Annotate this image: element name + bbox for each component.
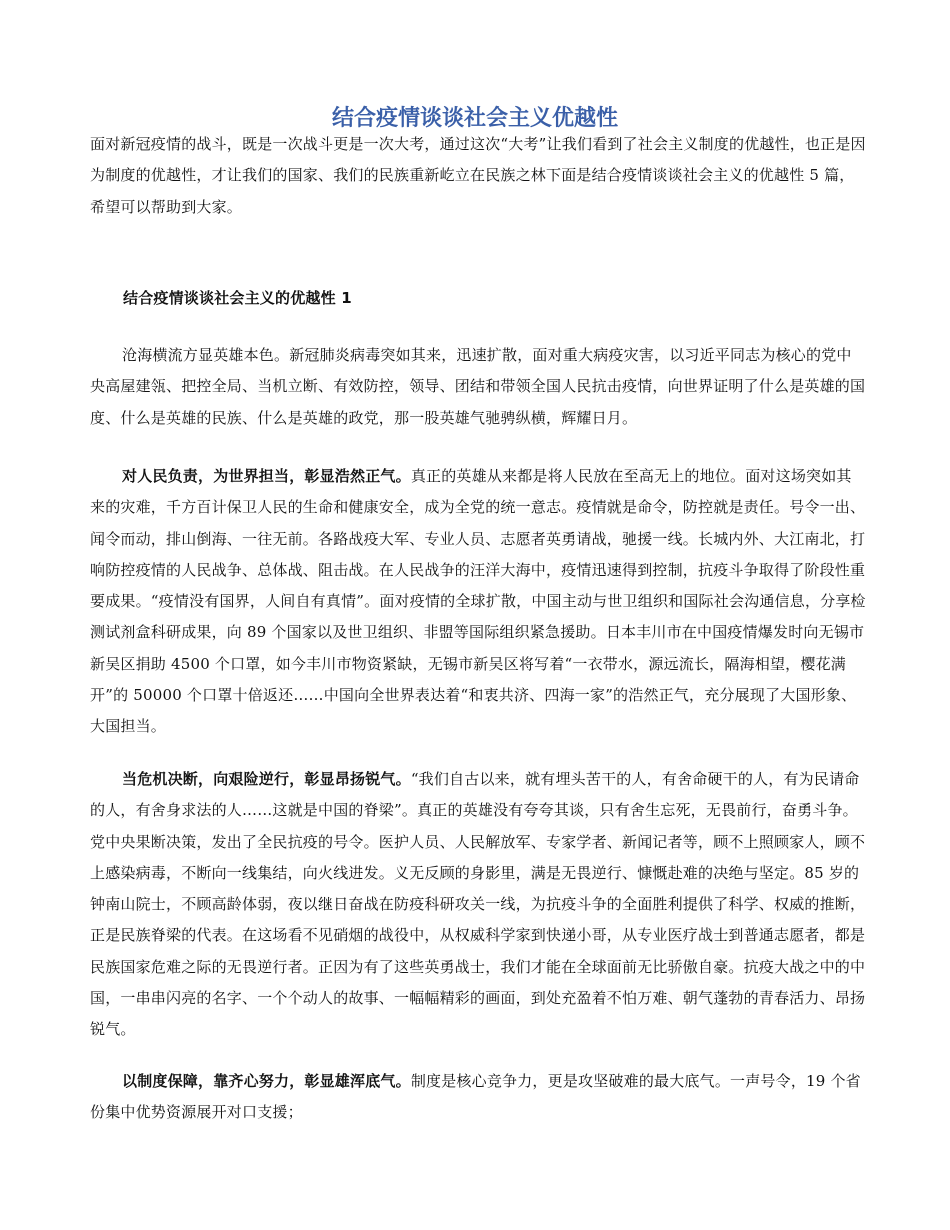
body-paragraph-1: 沧海横流方显英雄本色。新冠肺炎病毒突如其来，迅速扩散，面对重大病疫灾害，以习近平同志为核心的党中央高屋建瓴、把控全局、当机立断、有效防控，领导、团结和带领全国人民抗击疫情，向世界证明了什么是英雄的国度、什么是英雄的民族、什么是英雄的政党，那一股英雄气驰骋纵横，辉耀日月。 (90, 346, 866, 427)
body-paragraph-2 (90, 461, 866, 743)
section-heading: 结合疫情谈谈社会主义的优越性 1 (123, 289, 352, 307)
paragraph-3-text: “我们自古以来，就有埋头苦干的人，有舍命硬干的人，有为民请命的人，有舍身求法的人……这就是中国的脊梁”。真正的英雄没有夸夸其谈，只有舍生忘死，无畏前行，奋勇斗争。党中央果断决策，发出了全民抗疫的号令。医护人员、人民解放军、专家学者、新闻记者等，顾不上照顾家人，顾不上感染病毒，不断向一线集结，向火线进发。义无反顾的身影里，满是无畏逆行、慷慨赴难的决绝与坚定。85 岁的钟南山院士，不顾高龄体弱，夜以继日奋战在防疫科研攻关一线，为抗疫斗争的全面胜利提供了科学、权威的推断，正是民族脊梁的代表。在这场看不见硝烟的战役中，从权威科学家到快递小哥，从专业医疗战士到普通志愿者，都是民族国家危难之际的无畏逆行者。正因为有了这些英勇战士，我们才能在全球面前无比骄傲自豪。抗疫大战之中的中国，一串串闪亮的名字、一个个动人的故事、一幅幅精彩的画面，到处充盈着不怕万难、朝气蓬勃的青春活力、昂扬锐气。 (90, 770, 866, 1039)
paragraph-3-lead: 当危机决断，向艰险逆行，彰显昂扬锐气。 (122, 770, 411, 788)
paragraph-2-text: 真正的英雄从来都是将人民放在至高无上的地位。面对这场突如其来的灾难，千方百计保卫人民的生命和健康安全，成为全党的统一意志。疫情就是命令，防控就是责任。号令一出、闻令而动，排山倒海、一往无前。各路战疫大军、专业人员、志愿者英勇请战，驰援一线。长城内外、大江南北，打响防控疫情的人民战争、总体战、阻击战。在人民战争的汪洋大海中，疫情迅速得到控制，抗疫斗争取得了阶段性重要成果。“疫情没有国界，人间自有真情”。面对疫情的全球扩散，中国主动与世卫组织和国际社会沟通信息，分享检测试剂盒科研成果，向 89 个国家以及世卫组织、非盟等国际组织紧急援助。日本丰川市在中国疫情爆发时向无锡市新吴区捐助 4500 个口罩，如今丰川市物资紧缺，无锡市新吴区将写着“一衣带水，源远流长，隔海相望，樱花满开”的 50000 个口罩十倍返还……中国向全世界表达着“和衷共济、四海一家”的浩然正气，充分展现了大国形象、大国担当。 (90, 467, 866, 736)
intro-paragraph: 面对新冠疫情的战斗，既是一次战斗更是一次大考，通过这次“大考”让我们看到了社会主义制度的优越性，也正是因为制度的优越性，才让我们的国家、我们的民族重新屹立在民族之林下面是结合疫情谈谈社会主义的优越性 5 篇，希望可以帮助到大家。 (90, 135, 866, 216)
document-title: 结合疫情谈谈社会主义优越性 (331, 106, 618, 131)
paragraph-4-text: 制度是核心竞争力，更是攻坚破难的最大底气。一声号令，19 个省份集中优势资源展开对口支援； (90, 1072, 861, 1122)
body-paragraph-4 (90, 1066, 866, 1129)
body-paragraph-3 (90, 764, 866, 1046)
paragraph-4-lead: 以制度保障，靠齐心努力，彰显雄浑底气。 (122, 1072, 411, 1090)
paragraph-2-lead: 对人民负责，为世界担当，彰显浩然正气。 (122, 467, 411, 485)
